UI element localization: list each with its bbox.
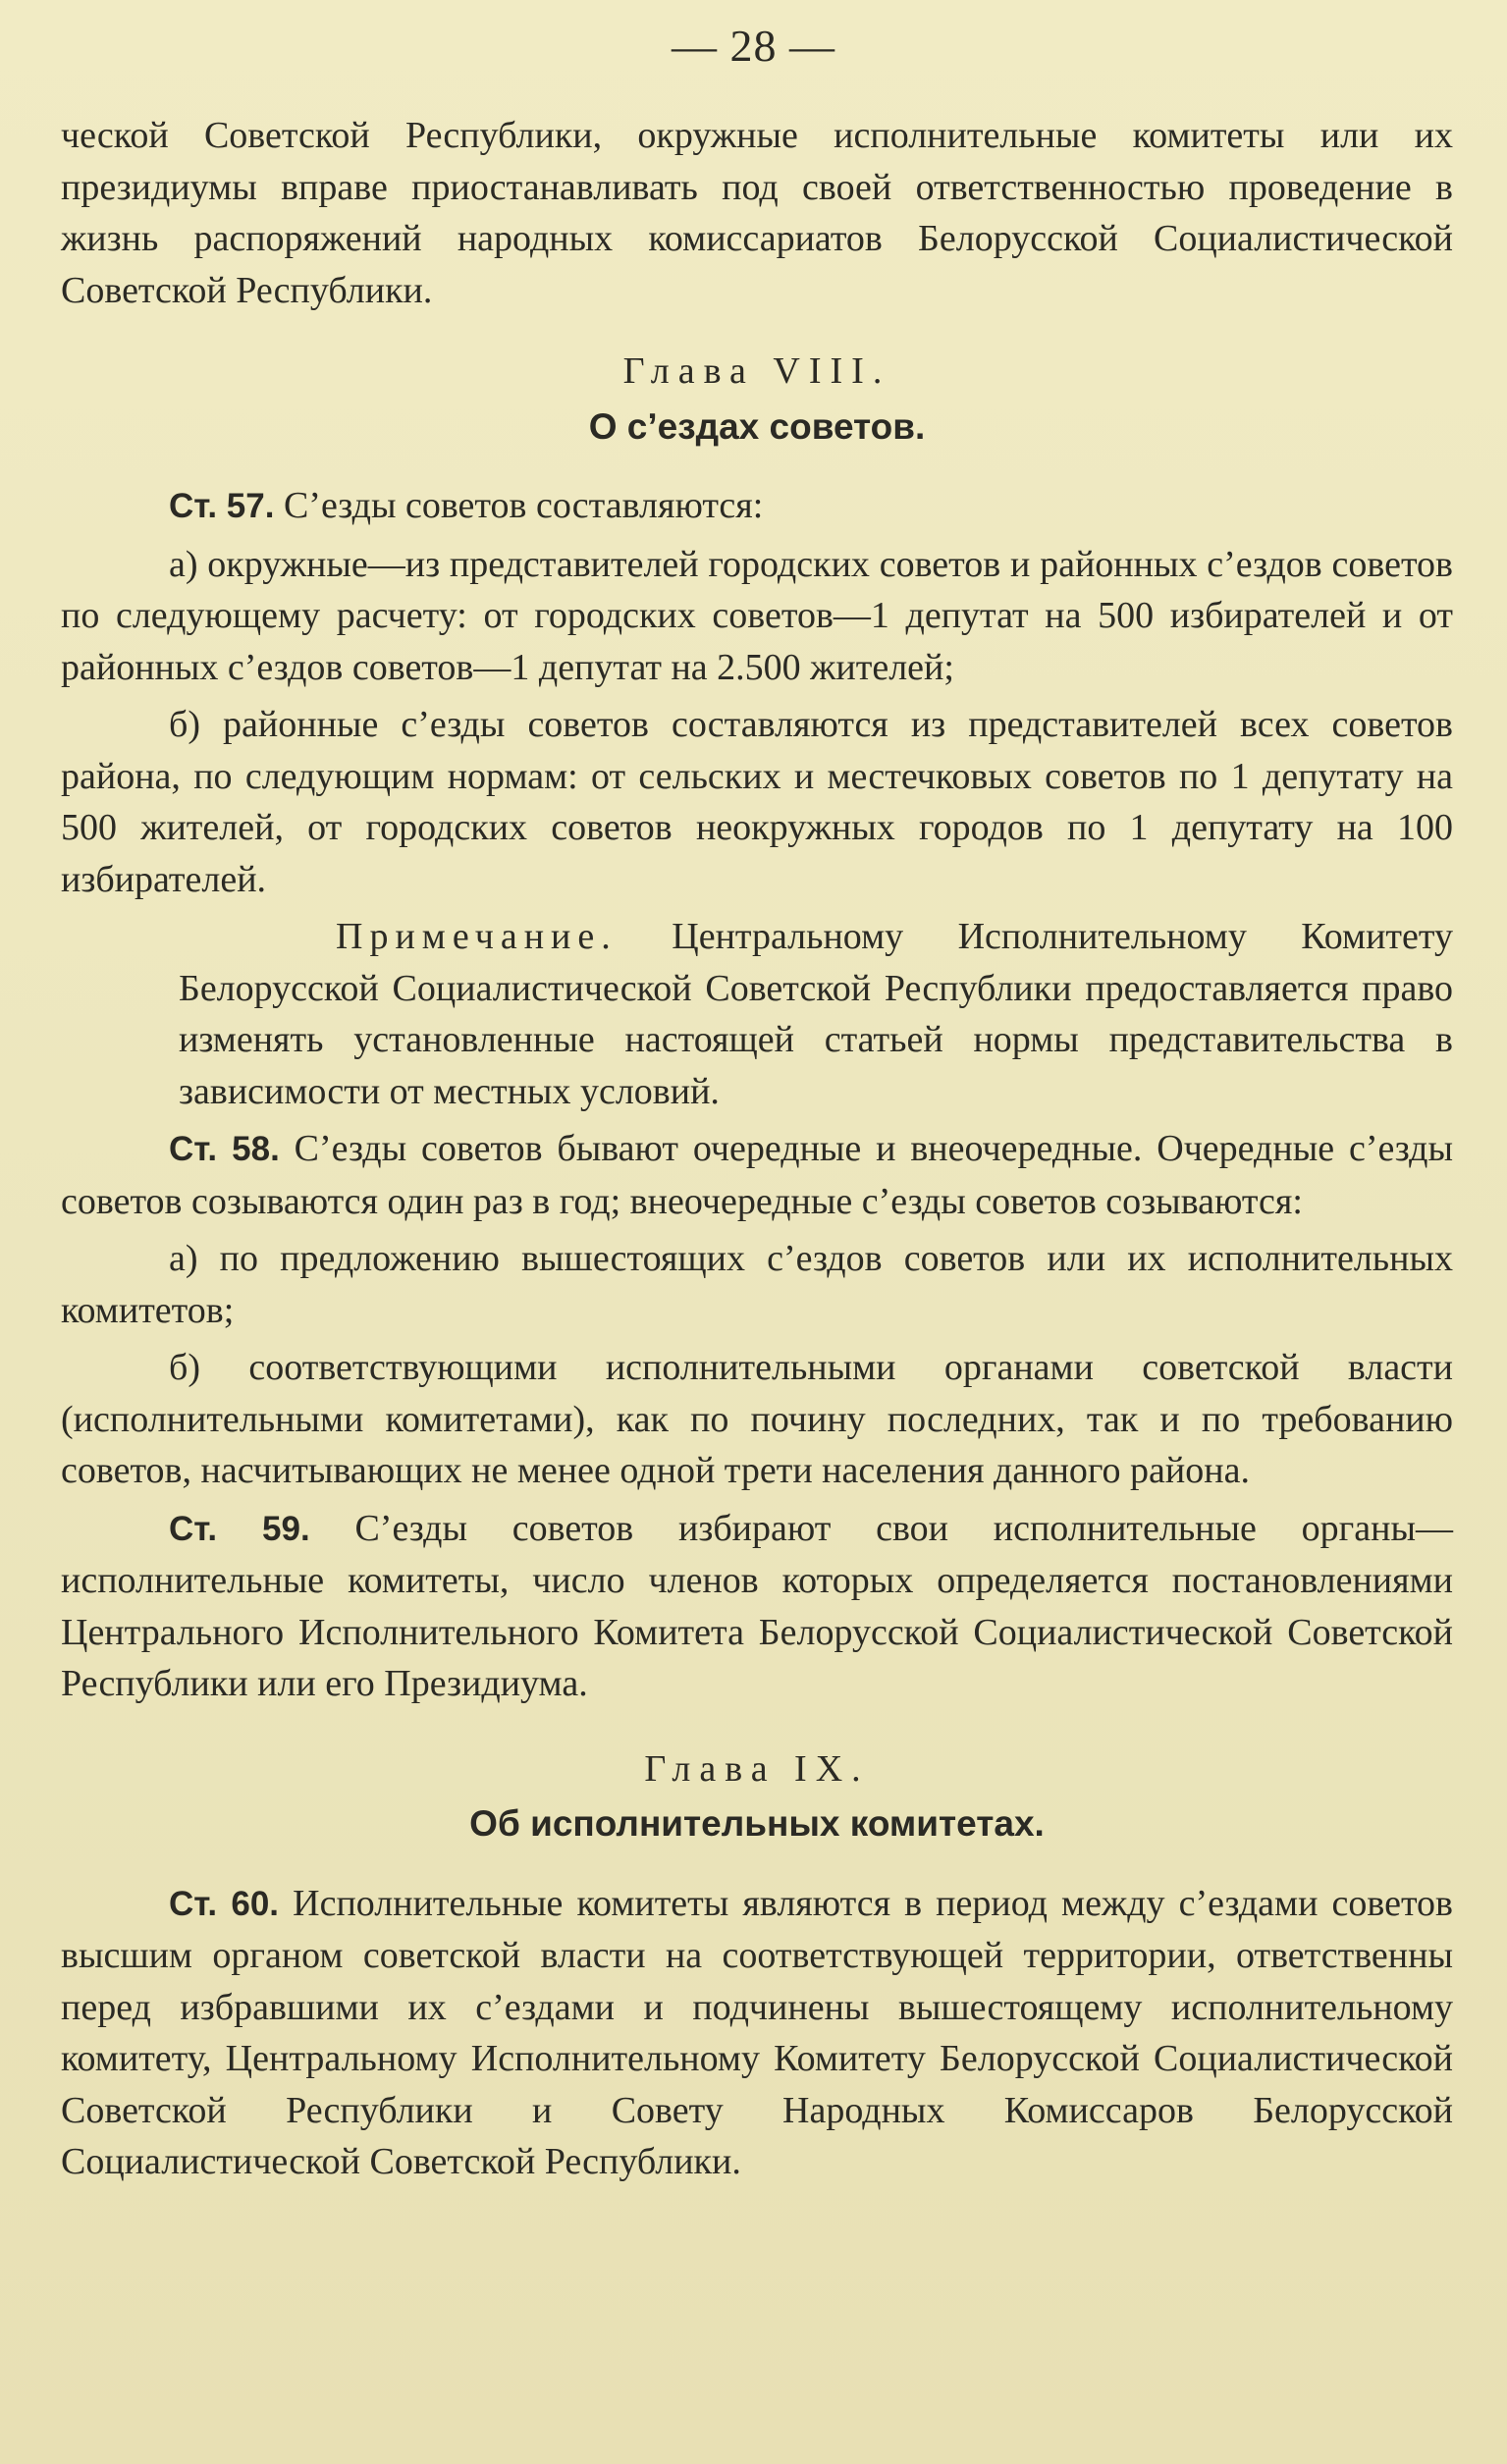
note-text: Центральному Исполнительному Комитету Белорусской Социалистической Советской Республики предоставляется право изменять установленные настоящей статьей нормы представительства в зависимости от местных условий.: [179, 916, 1453, 1112]
article-57-item-a: а) окружные—из представителей городских советов и районных с’ездов советов по следующему расчету: от городских советов—1 депутат на 500 избирателей и от районных с’ездов советов—1 депутат на 2.500 жителей;: [61, 543, 1453, 688]
body-text: [61, 110, 1453, 2188]
article-58-text: С’езды советов бывают очередные и внеочередные. Очередные с’езды советов созываются один раз в год; внеочередные с’езды советов созываются:: [61, 1128, 1453, 1222]
article-59-label: Ст. 59.: [169, 1509, 310, 1548]
article-57-item-b: б) районные с’езды советов составляются из представителей всех советов района, по следующим нормам: от сельских и местечковых советов по 1 депутату на 500 жителей, от городских советов неокружных городов по 1 депутату на 100 избирателей.: [61, 704, 1453, 900]
article-58-item-a: а) по предложению вышестоящих с’ездов советов или их исполнительных комитетов;: [61, 1238, 1453, 1331]
page-number: — 28 —: [672, 21, 835, 71]
article-57: [61, 480, 1453, 533]
chapter-9-title: Об исполнительных комитетах.: [469, 1803, 1045, 1844]
article-57-label: Ст. 57.: [169, 487, 275, 525]
chapter-8-heading: Глава VIII.: [622, 350, 891, 392]
article-60-text: Исполнительные комитеты являются в период между с’ездами советов высшим органом советской власти на соответствующей территории, ответственны перед избравшими их с’ездами и подчинены вышестоящему исполнительному комитету, Центральному Исполнительному Комитету Белорусской Социалистической Советской Республики и Совету Народных Комиссаров Белорусской Социалистической Советской Республики.: [61, 1882, 1453, 2182]
article-59-text: С’езды советов избирают свои исполнительные органы—исполнительные комитеты, число членов которых определяется постановлениями Центрального Исполнительного Комитета Белорусской Социалистической Советской Республики или его Президиума.: [61, 1507, 1453, 1704]
note-label: Примечание.: [336, 916, 618, 957]
intro-paragraph: ческой Советской Республики, окружные исполнительные комитеты или их президиумы вправе приостанавливать под своей ответственностью проведение в жизнь распоряжений народных комиссариатов Белорусской Социалистической Советской Республики.: [61, 115, 1453, 311]
article-60-label: Ст. 60.: [169, 1884, 280, 1923]
article-57-note: [61, 911, 1453, 1117]
chapter-8-title: О с’ездах советов.: [588, 405, 926, 447]
article-58-item-b: б) соответствующими исполнительными органами советской власти (исполнительными комитетами), как по почину последних, так и по требованию советов, насчитывающих не менее одной трети населения данного района.: [61, 1347, 1453, 1491]
article-57-text: С’езды советов составляются:: [274, 485, 764, 526]
article-58-label: Ст. 58.: [169, 1130, 280, 1168]
article-58: [61, 1123, 1453, 1227]
chapter-9-heading: Глава IX.: [644, 1747, 870, 1790]
article-60: [61, 1878, 1453, 2188]
article-59: [61, 1503, 1453, 1710]
